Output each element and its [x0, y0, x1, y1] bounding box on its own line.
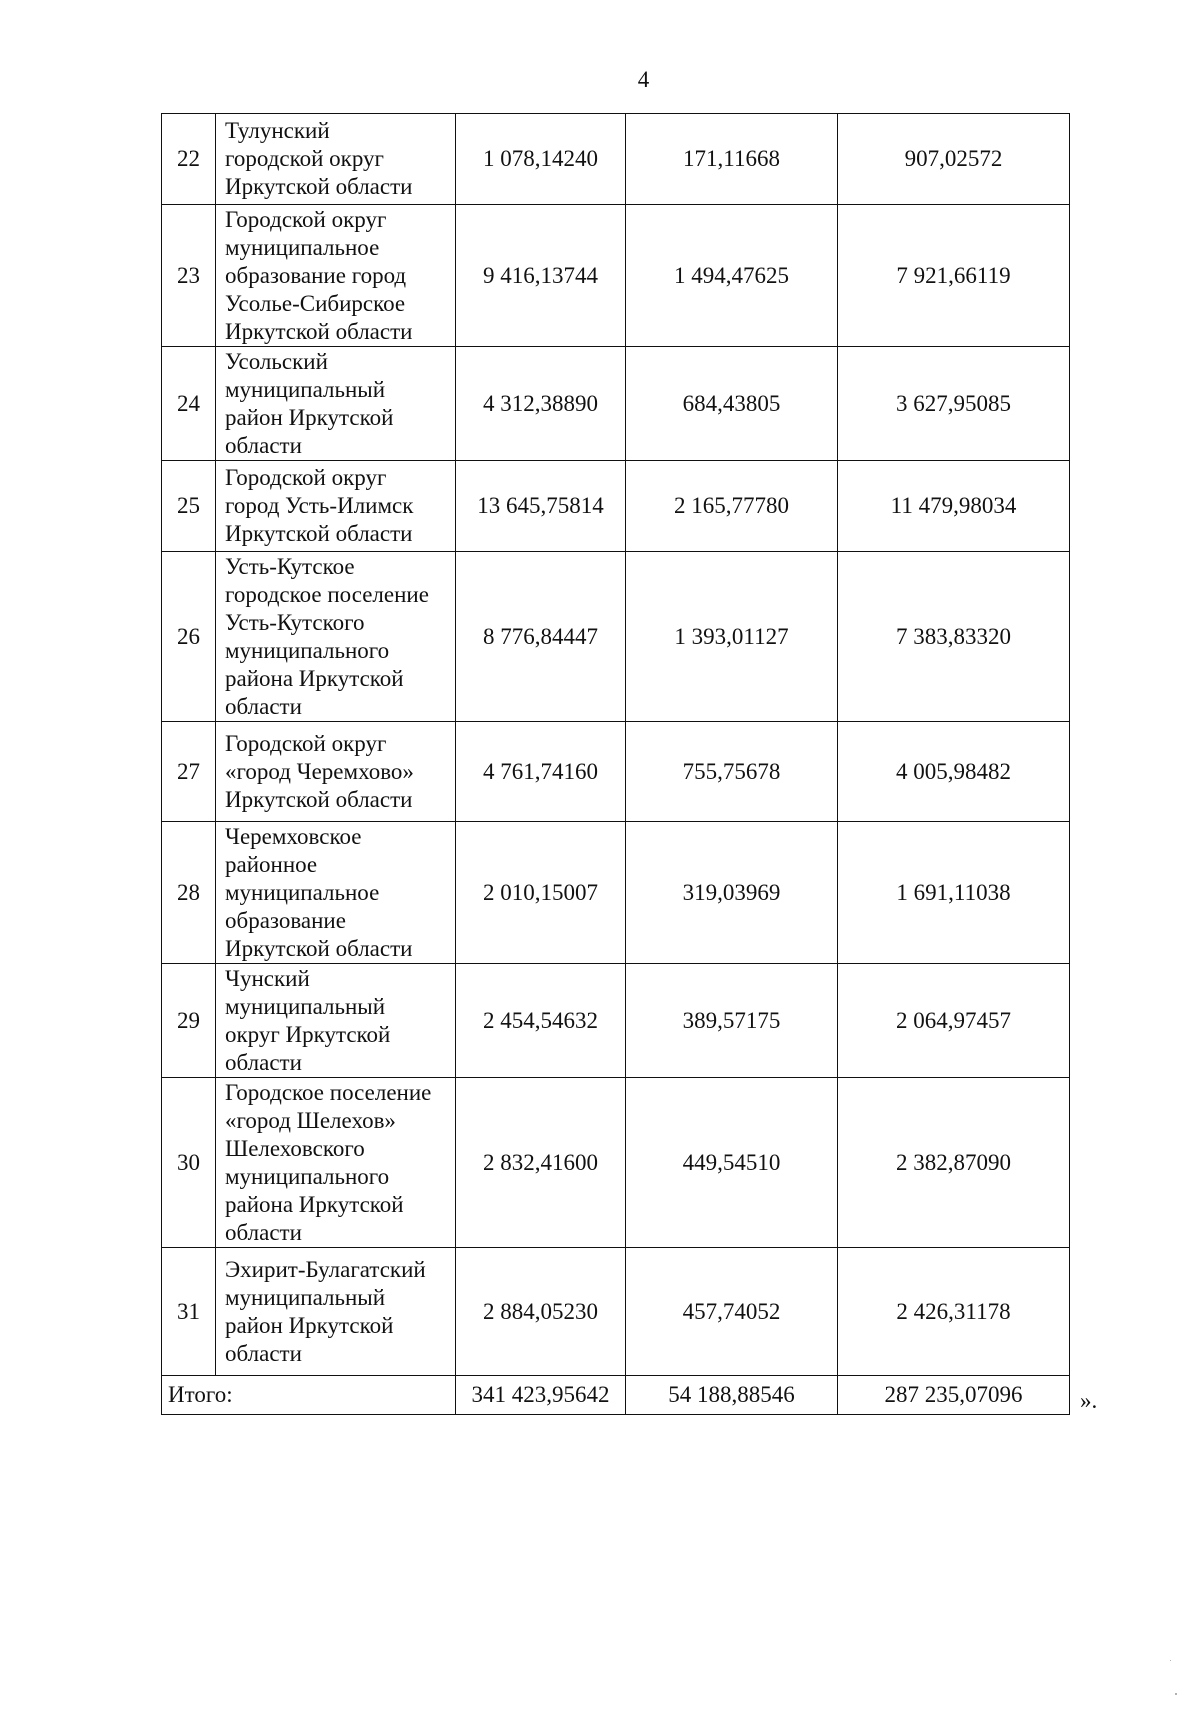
municipality-name-line: Городской округ — [225, 730, 387, 756]
row-number: 24 — [162, 347, 216, 461]
municipality-name-line: муниципальный — [225, 993, 386, 1019]
row-number: 26 — [162, 552, 216, 722]
municipality-name — [216, 964, 456, 1078]
row-number: 22 — [162, 114, 216, 205]
row-number: 23 — [162, 205, 216, 347]
municipality-name — [216, 822, 456, 964]
amount-total: 4 761,74160 — [456, 722, 626, 822]
municipality-name-line: городской округ — [225, 146, 384, 171]
table-row — [162, 1078, 1070, 1248]
municipality-name-line: Иркутской области — [225, 935, 413, 961]
municipality-name-line: Усть-Кутского — [225, 609, 365, 635]
municipality-name — [216, 347, 456, 461]
municipality-name-line: муниципальный — [225, 1284, 386, 1310]
municipality-name-line: Иркутской области — [225, 174, 413, 199]
table-row — [162, 822, 1070, 964]
amount-total: 13 645,75814 — [456, 461, 626, 552]
municipality-name-line: районное — [225, 851, 318, 877]
municipality-name-line: района Иркутской — [225, 1191, 404, 1217]
municipality-name — [216, 205, 456, 347]
municipality-name-line: области — [225, 432, 302, 458]
municipality-name-line: муниципальное — [225, 234, 380, 260]
municipality-name-line: района Иркутской — [225, 665, 404, 691]
row-number: 31 — [162, 1248, 216, 1376]
table-row — [162, 461, 1070, 552]
table-row — [162, 114, 1070, 205]
municipality-name-line: области — [225, 693, 302, 719]
amount-part-a: 319,03969 — [626, 822, 838, 964]
municipality-name-line: области — [225, 1340, 302, 1366]
amount-total: 2 884,05230 — [456, 1248, 626, 1376]
municipality-name — [216, 722, 456, 822]
municipality-name-line: муниципального — [225, 1163, 390, 1189]
municipality-name-line: городское поселение — [225, 581, 429, 607]
row-number: 27 — [162, 722, 216, 822]
table-row — [162, 205, 1070, 347]
amount-part-b: 907,02572 — [838, 114, 1070, 205]
table-row — [162, 552, 1070, 722]
municipality-name-line: муниципальный — [225, 376, 386, 402]
amount-total: 4 312,38890 — [456, 347, 626, 461]
page-number: 4 — [637, 67, 650, 92]
scan-speck — [1170, 1660, 1171, 1661]
municipality-name-line: Иркутской области — [225, 318, 413, 344]
table-row — [162, 347, 1070, 461]
municipality-name-line: Городской округ — [225, 465, 387, 490]
municipality-name-line: район Иркутской — [225, 1312, 394, 1338]
amount-part-a: 457,74052 — [626, 1248, 838, 1376]
municipality-name-line: области — [225, 1219, 302, 1245]
amount-part-a: 389,57175 — [626, 964, 838, 1078]
municipality-name-line: Тулунский — [225, 118, 330, 143]
municipality-name-line: Городской округ — [225, 206, 387, 232]
municipality-name-line: образование город — [225, 262, 407, 288]
municipality-name — [216, 1248, 456, 1376]
table-row — [162, 722, 1070, 822]
amount-total: 9 416,13744 — [456, 205, 626, 347]
municipality-name-line: Усольский — [225, 348, 328, 374]
municipality-name-line: муниципальное — [225, 879, 380, 905]
municipality-name-line: «город Шелехов» — [225, 1107, 396, 1133]
amount-part-b: 2 064,97457 — [838, 964, 1070, 1078]
municipality-name-line: Черемховское — [225, 823, 362, 849]
amount-part-b: 2 426,31178 — [838, 1248, 1070, 1376]
municipality-name-line: Усолье-Сибирское — [225, 290, 406, 316]
closing-quote-mark: ». — [1080, 1388, 1098, 1413]
amount-part-a: 449,54510 — [626, 1078, 838, 1248]
amount-part-b: 2 382,87090 — [838, 1078, 1070, 1248]
municipality-name-line: Городское поселение — [225, 1079, 432, 1105]
total-amount-part-a: 54 188,88546 — [626, 1376, 838, 1415]
table-row — [162, 1248, 1070, 1376]
municipality-name — [216, 114, 456, 205]
municipality-name-line: Иркутской области — [225, 786, 413, 812]
amount-part-a: 2 165,77780 — [626, 461, 838, 552]
amount-part-a: 755,75678 — [626, 722, 838, 822]
amount-total: 1 078,14240 — [456, 114, 626, 205]
table-row — [162, 964, 1070, 1078]
amount-total: 2 010,15007 — [456, 822, 626, 964]
municipality-name-line: «город Черемхово» — [225, 758, 414, 784]
budget-table — [161, 113, 1070, 1415]
municipality-name-line: город Усть-Илимск — [225, 493, 414, 518]
scan-speck — [1175, 1693, 1177, 1695]
amount-part-a: 171,11668 — [626, 114, 838, 205]
municipality-name-line: области — [225, 1049, 302, 1075]
municipality-name-line: образование — [225, 907, 346, 933]
row-number: 28 — [162, 822, 216, 964]
municipality-name-line: Шелеховского — [225, 1135, 365, 1161]
row-number: 29 — [162, 964, 216, 1078]
municipality-name-line: район Иркутской — [225, 404, 394, 430]
amount-part-b: 7 383,83320 — [838, 552, 1070, 722]
municipality-name-line: Эхирит-Булагатский — [225, 1256, 426, 1282]
row-number: 30 — [162, 1078, 216, 1248]
total-row — [162, 1376, 1070, 1415]
total-amount-total: 341 423,95642 — [456, 1376, 626, 1415]
amount-part-b: 3 627,95085 — [838, 347, 1070, 461]
row-number: 25 — [162, 461, 216, 552]
amount-part-a: 684,43805 — [626, 347, 838, 461]
municipality-name-line: округ Иркутской — [225, 1021, 391, 1047]
amount-total: 2 832,41600 — [456, 1078, 626, 1248]
amount-total: 8 776,84447 — [456, 552, 626, 722]
amount-part-a: 1 494,47625 — [626, 205, 838, 347]
municipality-name-line: муниципального — [225, 637, 390, 663]
budget-table-body — [162, 114, 1070, 1415]
amount-part-b: 4 005,98482 — [838, 722, 1070, 822]
municipality-name-line: Чунский — [225, 965, 310, 991]
amount-part-b: 7 921,66119 — [838, 205, 1070, 347]
total-label: Итого: — [162, 1376, 456, 1415]
municipality-name-line: Усть-Кутское — [225, 553, 355, 579]
total-amount-part-b: 287 235,07096 — [838, 1376, 1070, 1415]
municipality-name — [216, 461, 456, 552]
municipality-name — [216, 1078, 456, 1248]
amount-part-b: 11 479,98034 — [838, 461, 1070, 552]
municipality-name — [216, 552, 456, 722]
amount-total: 2 454,54632 — [456, 964, 626, 1078]
amount-part-a: 1 393,01127 — [626, 552, 838, 722]
amount-part-b: 1 691,11038 — [838, 822, 1070, 964]
municipality-name-line: Иркутской области — [225, 521, 413, 546]
